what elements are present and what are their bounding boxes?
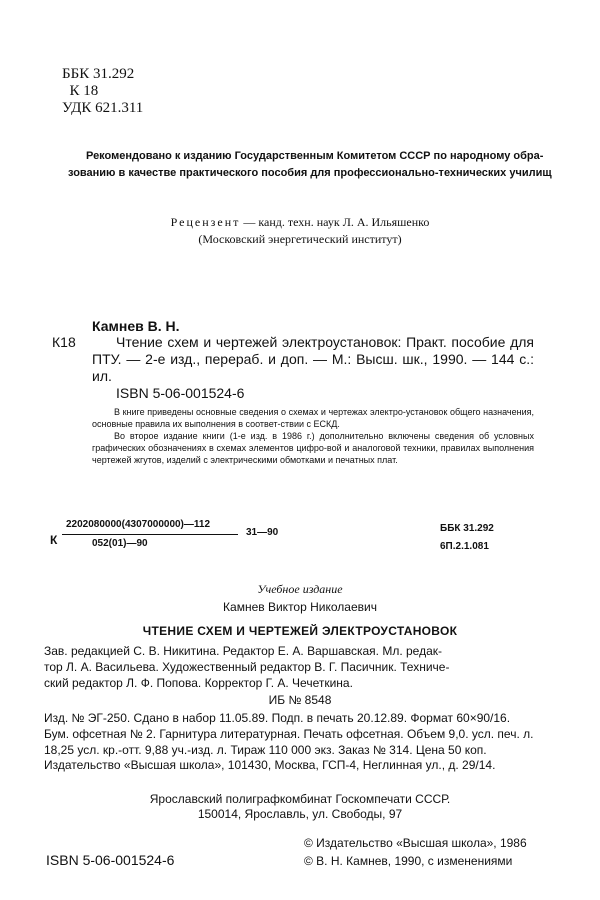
footer-isbn: ISBN 5-06-001524-6 — [46, 852, 175, 868]
printer-block — [0, 792, 600, 822]
bbk-code-2: ББК 31.292 — [440, 523, 494, 534]
fraction-letter: К — [50, 533, 58, 547]
publisher-address: Издательство «Высшая школа», 101430, Москва, ГСП-4, Неглинная ул., д. 29/14. — [44, 758, 496, 772]
author-full-name: Камнев Виктор Николаевич — [223, 600, 377, 614]
reviewer-block — [0, 214, 600, 248]
ib-number: ИБ № 8548 — [268, 693, 332, 707]
k-code: К 18 — [62, 83, 99, 99]
abstract-paragraph-1: В книге приведены основные сведения о схемах и чертежах электро-установок общего назначения, основные правила их выполнения в соответ-ствии с ЕСКД. — [92, 407, 534, 429]
copyright-line-2: © В. Н. Камнев, 1990, с изменениями — [304, 854, 513, 868]
bbk-block — [440, 520, 494, 556]
catalog-abstract — [92, 406, 534, 466]
staff-line-1: Зав. редакцией С. В. Никитина. Редактор Е. А. Варшавская. Мл. редак- — [44, 644, 443, 658]
printer-line-2: 150014, Ярославль, ул. Свободы, 97 — [197, 807, 403, 821]
catalog-description-text: Чтение схем и чертежей электроустановок: Практ. пособие для ПТУ. — 2-е изд., перераб. и доп. — М.: Высш. шк., 1990. — 144 с.: ил. — [92, 334, 534, 384]
classification-codes — [62, 66, 143, 117]
catalog-description — [92, 334, 534, 385]
bbk-subcode: 6П.2.1.081 — [440, 541, 489, 552]
copyright-block — [304, 834, 527, 870]
catalog-code: К18 — [52, 334, 76, 350]
staff-line-2: тор Л. А. Васильева. Художественный редактор В. Г. Пасичник. Техниче- — [44, 660, 450, 674]
recommendation-line-2: зованию в качестве практического пособия для профессионально-технических училищ — [68, 167, 552, 179]
staff-line-3: ский редактор Л. Ф. Попова. Корректор Г. А. Чечеткина. — [44, 676, 353, 690]
print-line-3: 18,25 усл. кр.-отт. 9,88 уч.-изд. л. Тираж 110 000 экз. Заказ № 314. Цена 50 коп. — [44, 743, 487, 757]
print-line-2: Бум. офсетная № 2. Гарнитура литературная. Печать офсетная. Объем 9,0. усл. печ. л. — [44, 727, 534, 741]
reviewer-institute: (Московский энергетический институт) — [198, 232, 402, 246]
recommendation — [68, 148, 552, 182]
book-title: ЧТЕНИЕ СХЕМ И ЧЕРТЕЖЕЙ ЭЛЕКТРОУСТАНОВОК — [142, 624, 458, 638]
printer-line-1: Ярославский полиграфкомбинат Госкомпечати СССР. — [149, 792, 451, 806]
bbk-code: ББК 31.292 — [62, 66, 135, 82]
print-line-1: Изд. № ЭГ-250. Сдано в набор 11.05.89. Подп. в печать 20.12.89. Формат 60×90/16. — [44, 711, 511, 725]
reviewer-text: — канд. техн. наук Л. А. Ильяшенко — [240, 215, 430, 229]
catalog-author: Камнев В. Н. — [92, 318, 180, 334]
edition-type: Учебное издание — [257, 582, 343, 596]
fraction-denominator: 052(01)—90 — [92, 538, 148, 549]
reviewer-line — [0, 214, 600, 231]
udk-code: УДК 621.311 — [62, 100, 144, 116]
recommendation-line-1: Рекомендовано к изданию Государственным Комитетом СССР по народному обра- — [86, 150, 544, 162]
editorial-staff — [44, 643, 556, 691]
reviewer-label: Рецензент — [170, 215, 241, 229]
print-details — [44, 710, 556, 758]
fraction-numerator: 2202080000(4307000000)—112 — [66, 519, 211, 530]
fraction-suffix: 31—90 — [246, 527, 279, 538]
catalog-isbn: ISBN 5-06-001524-6 — [116, 385, 245, 401]
fraction-line — [62, 534, 238, 535]
abstract-paragraph-2: Во второе издание книги (1-е изд. в 1986 г.) дополнительно включены сведения об условных графических обозначениях в схемах элементов цифро-вой и аналоговой техники, правилах выполнения чертежей жгутов, изделий с электрическими обмотками и печатных плат. — [92, 431, 534, 465]
copyright-line-1: © Издательство «Высшая школа», 1986 — [304, 836, 527, 850]
